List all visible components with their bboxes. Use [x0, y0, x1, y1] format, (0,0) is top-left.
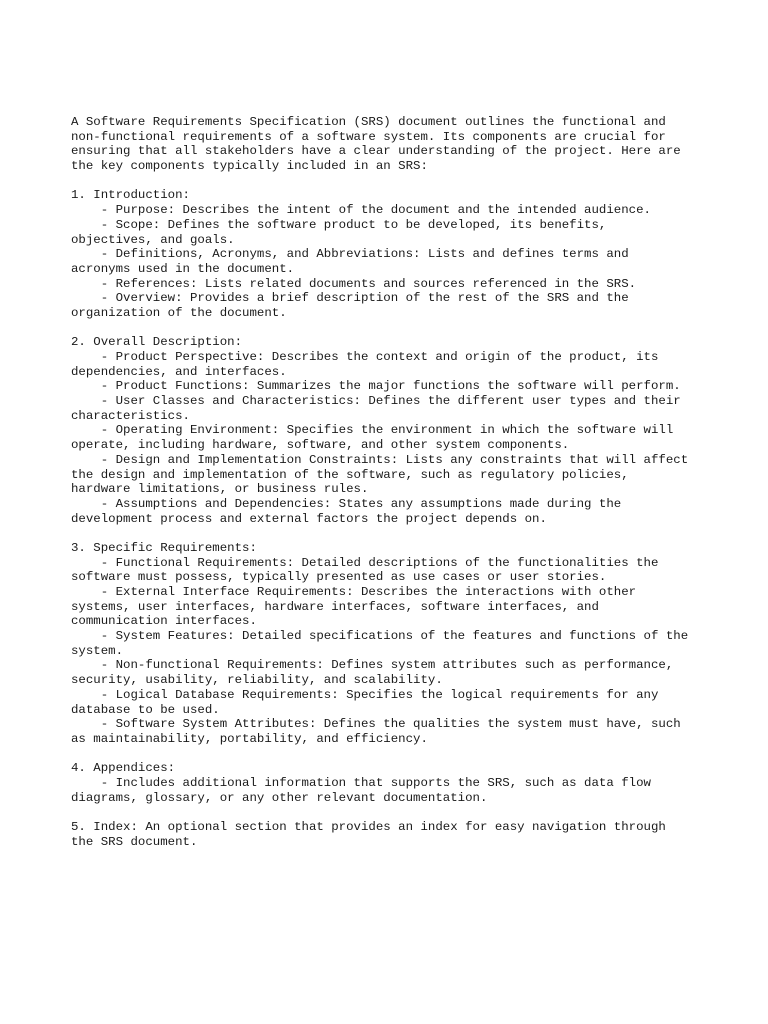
paragraph-gap [71, 747, 711, 762]
text-line: the key components typically included in an SRS: [71, 159, 428, 174]
text-line: A Software Requirements Specification (SRS) document outlines the functional and [71, 115, 666, 129]
section-heading: 1. Introduction: [71, 188, 190, 203]
text-line: ensuring that all stakeholders have a clear understanding of the project. Here are [71, 144, 681, 159]
paragraph-gap [71, 174, 711, 189]
section-overall-description [71, 335, 711, 526]
text-line: - Overview: Provides a brief description of the rest of the SRS and the [71, 291, 629, 306]
paragraph-gap [71, 805, 711, 820]
text-line: software must possess, typically presented as use cases or user stories. [71, 570, 607, 585]
section-index [71, 820, 711, 849]
text-line: non-functional requirements of a software system. Its components are crucial for [71, 129, 666, 144]
text-line: security, usability, reliability, and scalability. [71, 673, 443, 688]
text-line: - Includes additional information that supports the SRS, such as data flow [71, 775, 651, 790]
section-specific-requirements [71, 541, 711, 747]
text-line: development process and external factors the project depends on. [71, 511, 547, 526]
text-line: - References: Lists related documents and sources referenced in the SRS. [71, 276, 637, 291]
text-line: system. [71, 643, 124, 658]
intro-paragraph [71, 115, 711, 174]
text-line: - User Classes and Characteristics: Defines the different user types and their [71, 394, 681, 409]
text-line: organization of the document. [71, 305, 287, 320]
section-introduction [71, 188, 711, 320]
section-heading: 2. Overall Description: [71, 335, 243, 350]
text-line: - Non-functional Requirements: Defines system attributes such as performance, [71, 658, 674, 673]
paragraph-gap [71, 526, 711, 541]
text-line: communication interfaces. [71, 614, 257, 629]
text-line: - Definitions, Acronyms, and Abbreviations: Lists and defines terms and [71, 247, 629, 262]
section-heading: 4. Appendices: [71, 761, 176, 776]
section-heading: 5. Index: An optional section that provides an index for easy navigation through [71, 820, 666, 834]
text-line: - Purpose: Describes the intent of the document and the intended audience. [71, 203, 651, 218]
paragraph-gap [71, 321, 711, 336]
section-appendices [71, 761, 711, 805]
text-line: - Product Perspective: Describes the context and origin of the product, its [71, 350, 659, 364]
text-line: - System Features: Detailed specifications of the features and functions of the [71, 629, 689, 644]
text-line: - Logical Database Requirements: Specifies the logical requirements for any [71, 687, 659, 702]
text-line: the SRS document. [71, 834, 198, 849]
text-line: - Product Functions: Summarizes the major functions the software will perform. [71, 379, 681, 394]
text-line: - Software System Attributes: Defines the qualities the system must have, such [71, 717, 681, 732]
document-page [71, 115, 711, 849]
text-line: operate, including hardware, software, and other system components. [71, 438, 570, 453]
text-line: hardware limitations, or business rules. [71, 482, 369, 497]
text-line: objectives, and goals. [71, 232, 235, 247]
text-line: the design and implementation of the software, such as regulatory policies, [71, 467, 629, 482]
text-line: - Scope: Defines the software product to be developed, its benefits, [71, 217, 607, 232]
text-line: - Functional Requirements: Detailed descriptions of the functionalities the [71, 555, 659, 570]
text-line: characteristics. [71, 408, 190, 423]
text-line: - Assumptions and Dependencies: States any assumptions made during the [71, 496, 622, 511]
text-line: - Design and Implementation Constraints: Lists any constraints that will affect [71, 452, 689, 467]
text-line: acronyms used in the document. [71, 261, 295, 276]
text-line: - External Interface Requirements: Describes the interactions with other [71, 585, 637, 599]
section-heading: 3. Specific Requirements: [71, 540, 257, 555]
text-line: as maintainability, portability, and efficiency. [71, 731, 428, 746]
text-line: database to be used. [71, 702, 220, 717]
text-line: dependencies, and interfaces. [71, 364, 287, 379]
text-line: - Operating Environment: Specifies the environment in which the software will [71, 423, 674, 438]
text-line: diagrams, glossary, or any other relevant documentation. [71, 790, 488, 805]
text-line: systems, user interfaces, hardware interfaces, software interfaces, and [71, 599, 599, 614]
